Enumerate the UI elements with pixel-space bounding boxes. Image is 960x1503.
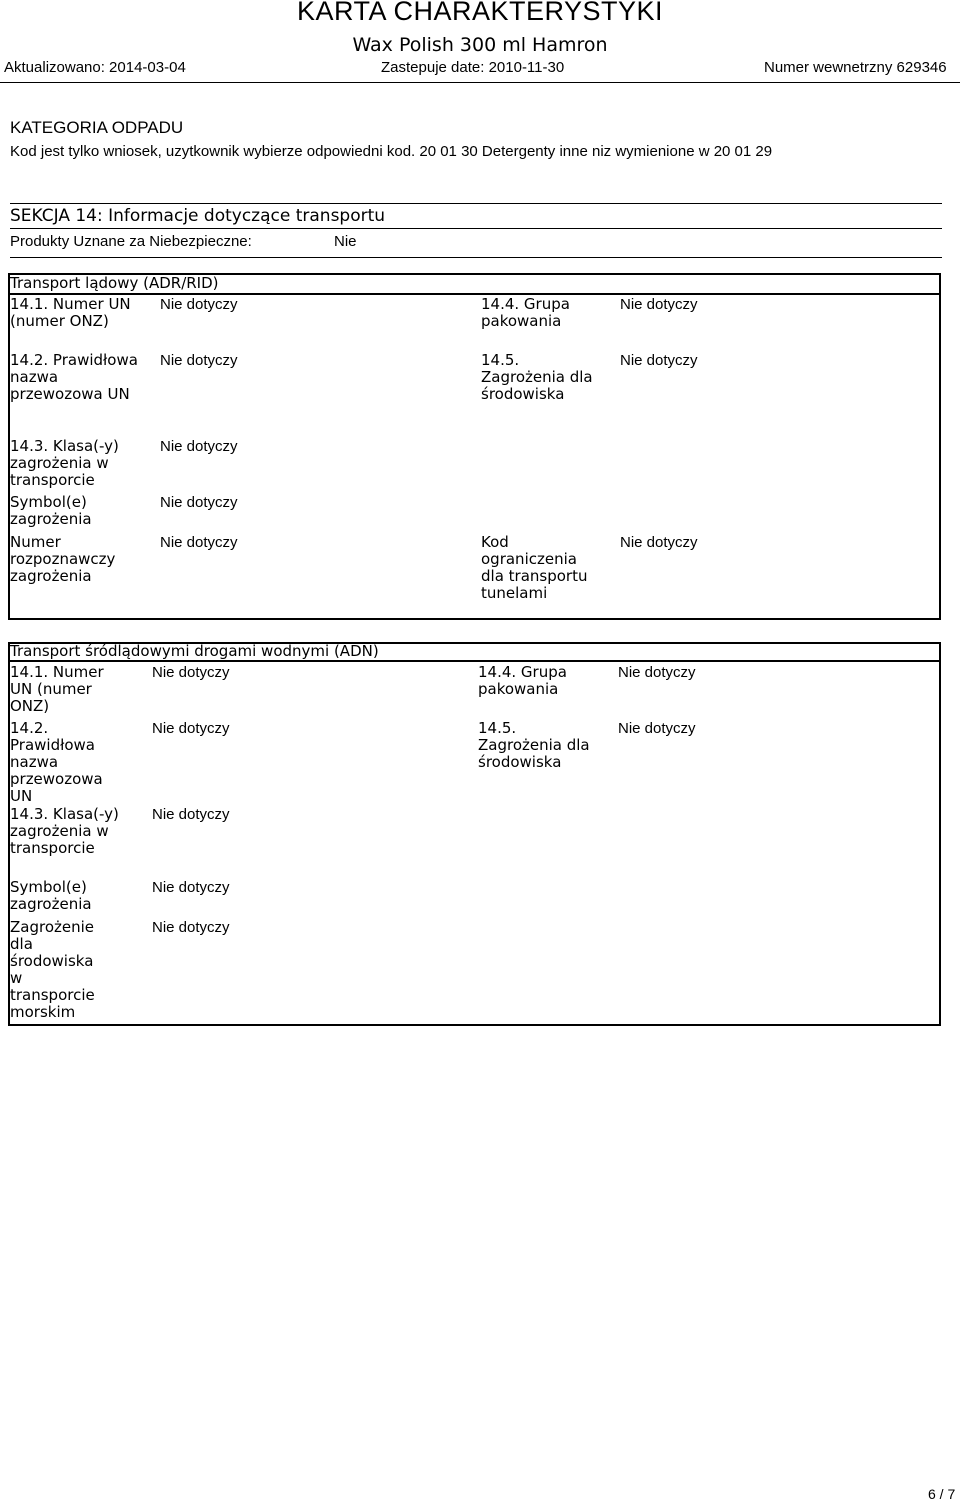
adn-packing-group-value: Nie dotyczy	[618, 664, 696, 681]
replaces-date: Zastepuje date: 2010-11-30	[381, 59, 565, 76]
adr-class-label: 14.3. Klasa(-y) zagrożenia w transporcie	[10, 437, 119, 489]
waste-category-heading: KATEGORIA ODPADU	[10, 118, 184, 137]
adn-class-value: Nie dotyczy	[152, 806, 230, 823]
adr-hazard-id-label: Numer rozpoznawczy zagrożenia	[10, 533, 116, 585]
header-divider	[0, 82, 960, 83]
adr-tunnel-label: Kod ograniczenia dla transportu tunelami	[481, 533, 588, 602]
adn-box-title: Transport śródlądowymi drogami wodnymi (ADN)	[10, 642, 379, 660]
adn-title-rule	[8, 660, 941, 662]
adn-marine-label: Zagrożenie dla środowiska w transporcie morskim	[10, 918, 95, 1021]
page-number: 6 / 7	[928, 1486, 956, 1502]
adr-env-value: Nie dotyczy	[620, 352, 698, 369]
adr-transport-box	[8, 273, 941, 620]
adr-hazard-id-value: Nie dotyczy	[160, 534, 238, 551]
adr-shipping-name-value: Nie dotyczy	[160, 352, 238, 369]
adn-env-value: Nie dotyczy	[618, 720, 696, 737]
adr-class-value: Nie dotyczy	[160, 438, 238, 455]
adr-shipping-name-label: 14.2. Prawidłowa nazwa przewozowa UN	[10, 351, 138, 403]
adn-un-number-label: 14.1. Numer UN (numer ONZ)	[10, 663, 104, 715]
adn-symbol-label: Symbol(e) zagrożenia	[10, 878, 92, 913]
adn-packing-group-label: 14.4. Grupa pakowania	[478, 663, 567, 698]
updated-date: Aktualizowano: 2014-03-04	[4, 59, 186, 76]
adn-shipping-name-label: 14.2. Prawidłowa nazwa przewozowa UN	[10, 719, 103, 805]
adr-tunnel-value: Nie dotyczy	[620, 534, 698, 551]
adn-symbol-value: Nie dotyczy	[152, 879, 230, 896]
adr-symbol-value: Nie dotyczy	[160, 494, 238, 511]
adr-title-rule	[8, 293, 941, 295]
waste-category-text: Kod jest tylko wniosek, uzytkownik wybierze odpowiedni kod. 20 01 30 Detergenty inne niz wymienione w 20 01 29	[10, 143, 773, 160]
adr-packing-group-label: 14.4. Grupa pakowania	[481, 295, 570, 330]
dangerous-goods-label: Produkty Uznane za Niebezpieczne:	[10, 233, 252, 250]
adr-un-number-value: Nie dotyczy	[160, 296, 238, 313]
adr-env-label: 14.5. Zagrożenia dla środowiska	[481, 351, 593, 403]
adn-env-label: 14.5. Zagrożenia dla środowiska	[478, 719, 590, 771]
section-title-rule	[10, 228, 942, 229]
adr-box-title: Transport lądowy (ADR/RID)	[10, 274, 219, 292]
adr-un-number-label: 14.1. Numer UN (numer ONZ)	[10, 295, 131, 330]
document-title: KARTA CHARAKTERYSTYKI	[296, 0, 664, 26]
adn-transport-box	[8, 642, 941, 1026]
adn-shipping-name-value: Nie dotyczy	[152, 720, 230, 737]
adr-packing-group-value: Nie dotyczy	[620, 296, 698, 313]
adn-class-label: 14.3. Klasa(-y) zagrożenia w transporcie	[10, 805, 119, 857]
dangerous-goods-rule	[10, 257, 942, 258]
product-name: Wax Polish 300 ml Hamron	[352, 34, 608, 56]
dangerous-goods-value: Nie	[334, 233, 357, 250]
adn-un-number-value: Nie dotyczy	[152, 664, 230, 681]
section-top-rule	[10, 203, 942, 204]
adn-marine-value: Nie dotyczy	[152, 919, 230, 936]
internal-number: Numer wewnetrzny 629346	[764, 59, 947, 76]
adr-symbol-label: Symbol(e) zagrożenia	[10, 493, 92, 528]
section-title: SEKCJA 14: Informacje dotyczące transportu	[10, 206, 386, 226]
